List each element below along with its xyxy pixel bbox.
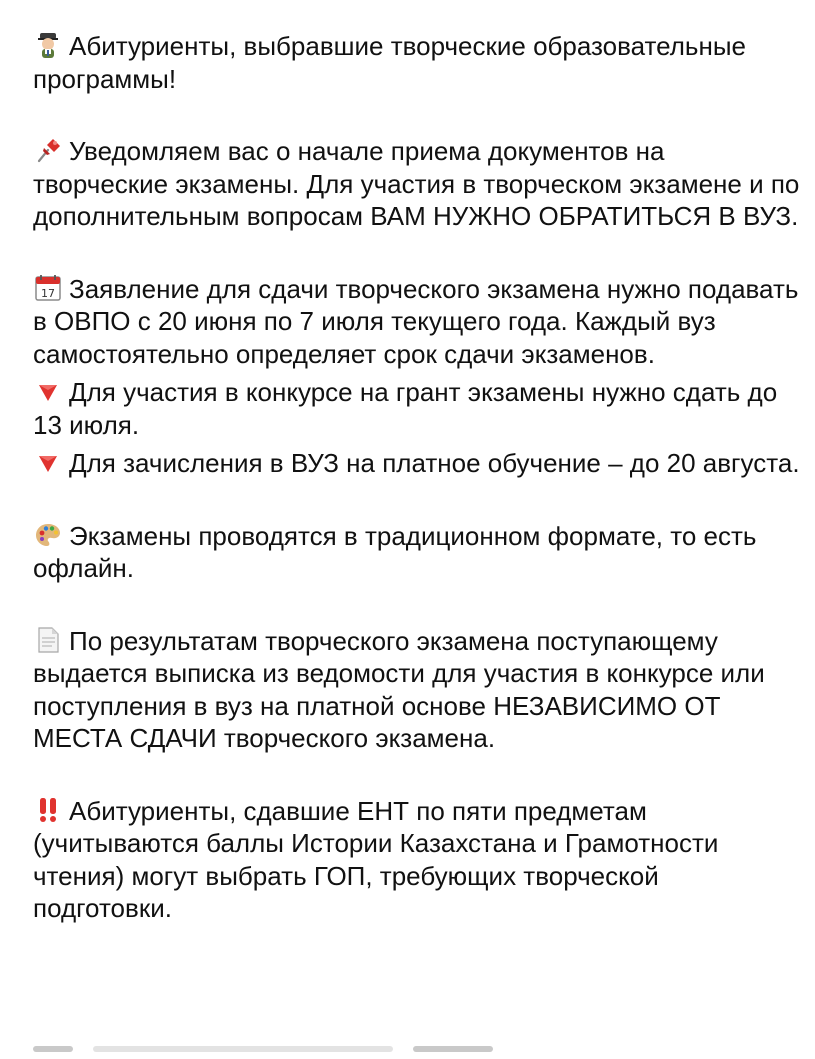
paragraph-grant-deadline	[33, 376, 803, 441]
paragraph-notice	[33, 135, 803, 233]
paragraph-results-text: По результатам творческого экзамена поступающему выдается выписка из ведомости для участия в конкурсе или поступления в вуз на платной основе НЕЗАВИСИМО ОТ МЕСТА СДАЧИ творческого экзамена.	[33, 625, 765, 753]
paragraph-paid-deadline-text: Для зачисления в ВУЗ на платное обучение – до 20 августа.	[69, 448, 800, 478]
post-body	[33, 30, 803, 925]
paragraph-intro-text: Абитуриенты, выбравшие творческие образовательные программы!	[33, 31, 746, 94]
student-icon	[33, 30, 63, 60]
paragraph-results	[33, 625, 803, 755]
paragraph-paid-deadline	[33, 447, 803, 480]
paragraph-notice-text: Уведомляем вас о начале приема документов на творческие экзамены. Для участия в творческом экзамене и по дополнительным вопросам ВАМ НУЖНО ОБРАТИТЬСЯ В ВУЗ.	[33, 136, 800, 231]
artist-palette-icon	[33, 520, 63, 550]
cut-off-next-line	[33, 1046, 533, 1059]
paragraph-format	[33, 520, 803, 585]
paragraph-ent	[33, 795, 803, 925]
paragraph-application-text: Заявление для сдачи творческого экзамена нужно подавать в ОВПО с 20 июня по 7 июля текущего года. Каждый вуз самостоятельно определяет срок сдачи экзаменов.	[33, 273, 799, 369]
paragraph-application	[33, 273, 803, 371]
red-triangle-down-icon	[33, 447, 63, 477]
paragraph-format-text: Экзамены проводятся в традиционном формате, то есть офлайн.	[33, 520, 757, 583]
paragraph-intro	[33, 30, 803, 95]
paragraph-grant-deadline-text: Для участия в конкурсе на грант экзамены нужно сдать до 13 июля.	[33, 377, 778, 440]
red-triangle-down-icon	[33, 376, 63, 406]
calendar-icon	[33, 273, 63, 303]
document-icon	[33, 625, 63, 655]
double-exclamation-icon	[33, 795, 63, 825]
svg-text:17: 17	[41, 286, 55, 300]
paragraph-ent-text: Абитуриенты, сдавшие ЕНТ по пяти предметам (учитываются баллы Истории Казахстана и Грамотности чтения) могут выбрать ГОП, требующих творческой подготовки.	[33, 795, 719, 923]
pushpin-icon	[33, 135, 63, 165]
